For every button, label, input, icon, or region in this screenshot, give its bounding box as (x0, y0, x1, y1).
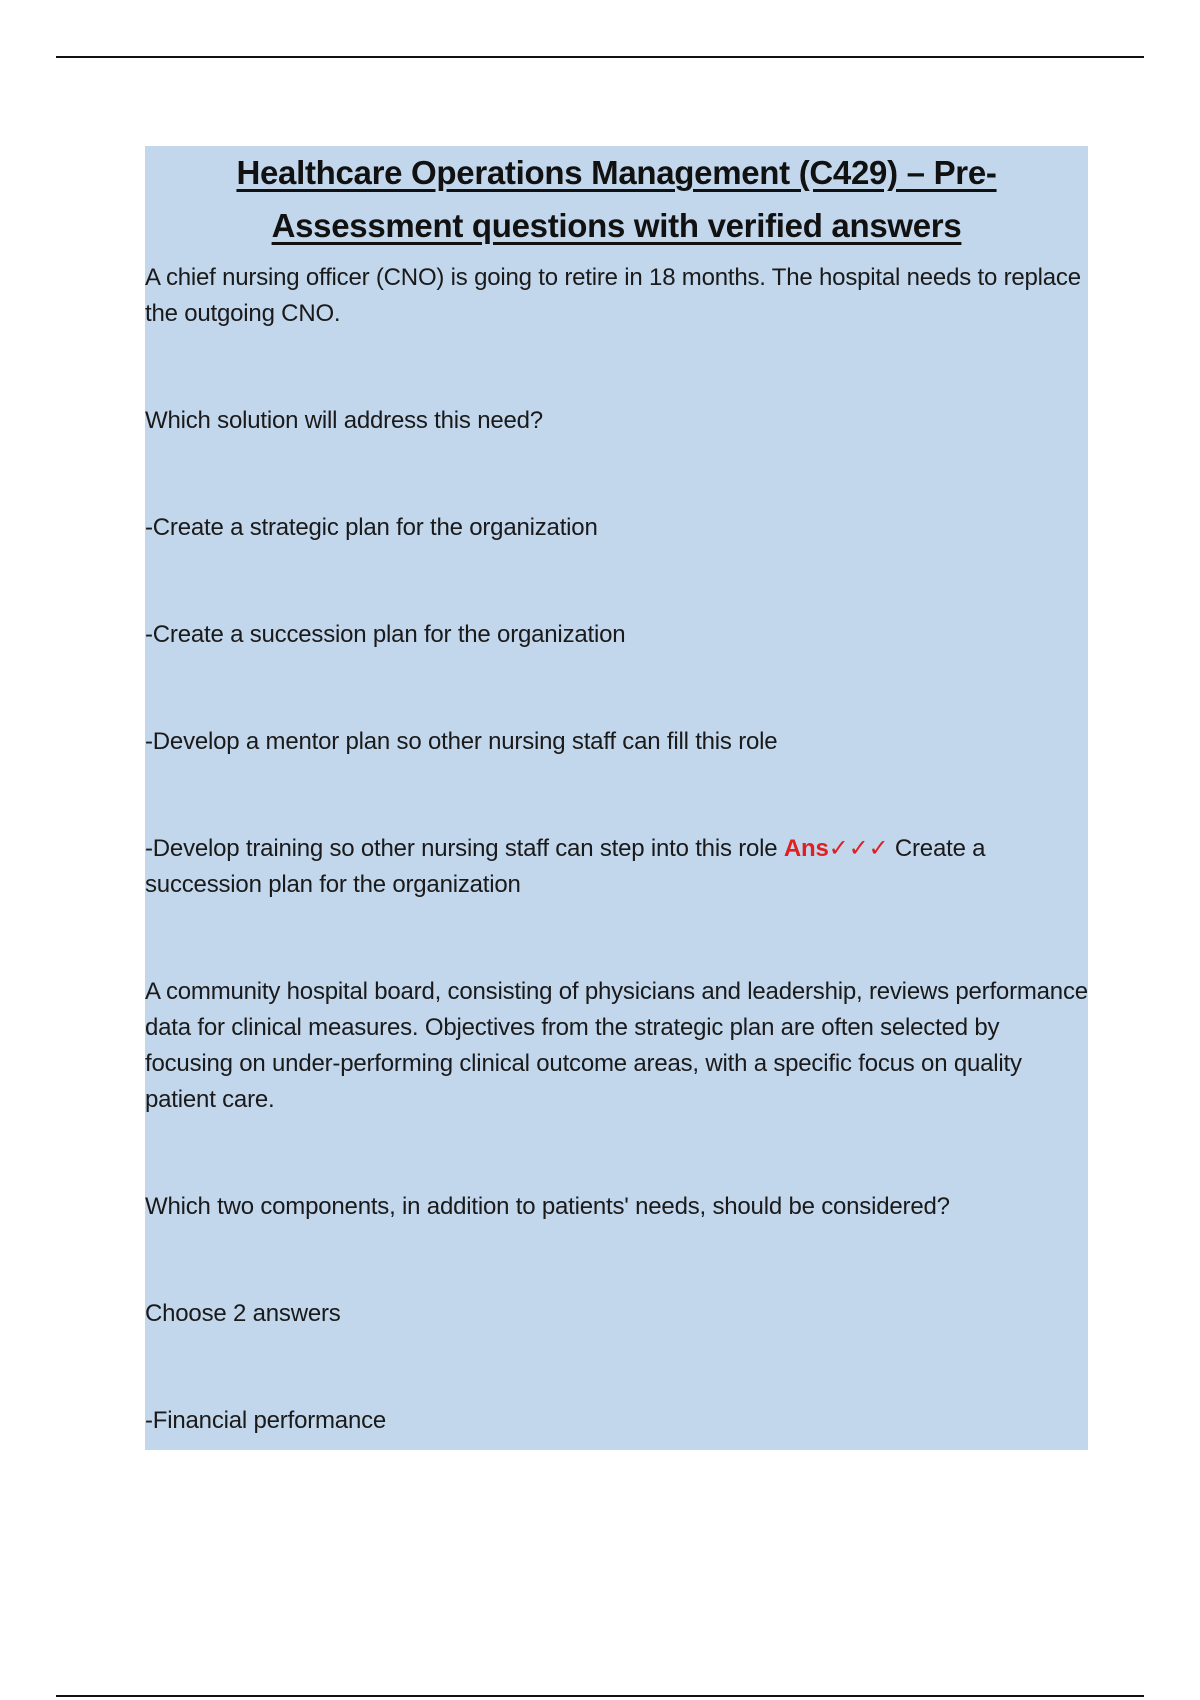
question-2-instruction: Choose 2 answers (145, 1300, 341, 1327)
footer-rule (56, 1695, 1144, 1697)
question-1-stem: A chief nursing officer (CNO) is going to retire in 18 months. The hospital needs to replace the outgoing CNO. (145, 264, 1081, 327)
document-title: Healthcare Operations Management (C429) – Pre-Assessment questions with verified answers (236, 154, 997, 244)
question-1-prompt: Which solution will address this need? (145, 407, 543, 434)
question-2-option-a: -Financial performance (145, 1407, 387, 1434)
question-1-option-a: -Create a strategic plan for the organization (145, 514, 598, 541)
question-1-option-d: -Develop training so other nursing staff can step into this role (145, 835, 778, 862)
header-rule (56, 56, 1144, 58)
document-body (145, 146, 1088, 1439)
question-1-option-d-with-answer (145, 831, 1088, 903)
answer-label: Ans (783, 835, 829, 862)
question-1-option-c: -Develop a mentor plan so other nursing staff can fill this role (145, 728, 778, 755)
question-2-stem: A community hospital board, consisting of physicians and leadership, reviews performance data for clinical measures. Objectives from the strategic plan are often selected by focusing on under-performing clinical outcome areas, with a specific focus on quality patient care. (145, 978, 1088, 1113)
answer-text: Create a succession plan for the organization (145, 835, 986, 898)
answer-checkmarks: ✓✓✓ (828, 835, 889, 862)
question-2-prompt: Which two components, in addition to patients' needs, should be considered? (145, 1193, 950, 1220)
question-1-option-b: -Create a succession plan for the organization (145, 621, 626, 648)
